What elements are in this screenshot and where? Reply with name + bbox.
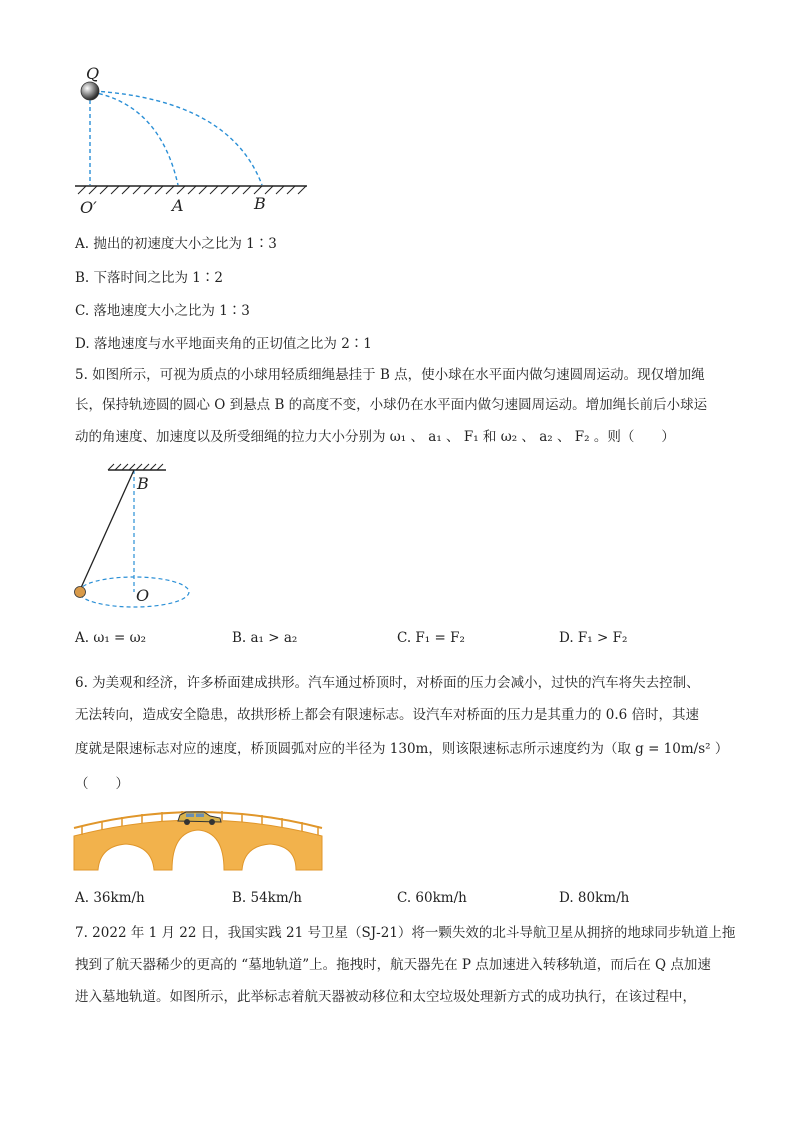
q6-option-c: C. 60km/h: [397, 890, 467, 906]
q7-text-line1: 7. 2022 年 1 月 22 日，我国实践 21 号卫星（SJ-21）将一颗失效的北斗导航卫星从拥挤的地球同步轨道上拖: [75, 925, 736, 941]
bridge-body: [74, 820, 322, 870]
q5-text-line1: 5. 如图所示，可视为质点的小球用轻质细绳悬挂于 B 点，使小球在水平面内做匀速圆周运动。现仅增加绳: [75, 367, 705, 383]
q4-option-d: D. 落地速度与水平地面夹角的正切值之比为 2∶1: [75, 336, 372, 352]
q6-text-line2: 无法转向，造成安全隐患，故拱形桥上都会有限速标志。设汽车对桥面的压力是其重力的 0.6 倍时，其速: [75, 707, 700, 723]
q4-option-b: B. 下落时间之比为 1∶2: [75, 270, 223, 286]
ceiling-hatch: [108, 464, 163, 470]
arch-bridge-figure: [74, 806, 322, 874]
q7-text-line2: 拽到了航天器稀少的更高的 “墓地轨道”上。拖拽时，航天器先在 P 点加速进入转移轨道，而后在 Q 点加速: [75, 957, 711, 973]
label-B-pendulum: B: [137, 474, 149, 493]
q6-text-line4: （ ）: [75, 776, 129, 792]
q5-option-c: C. F₁ = F₂: [397, 630, 465, 646]
label-B: B: [254, 194, 266, 213]
projectile-figure: [70, 70, 320, 200]
q6-text-line1: 6. 为美观和经济，许多桥面建成拱形。汽车通过桥顶时，对桥面的压力会减小，过快的汽车将失去控制、: [75, 675, 700, 691]
q5-option-d: D. F₁ > F₂: [559, 630, 628, 646]
ground-hatch: [78, 186, 306, 194]
q4-option-c: C. 落地速度大小之比为 1∶3: [75, 303, 250, 319]
q7-text-line3: 进入墓地轨道。如图所示，此举标志着航天器被动移位和太空垃圾处理新方式的成功执行，在该过程中，: [75, 989, 696, 1005]
q5-option-b: B. a₁ > a₂: [232, 630, 298, 646]
q6-text-line3: 度就是限速标志对应的速度，桥顶圆弧对应的半径为 130m，则该限速标志所示速度约为（取 g = 10m/s² ）: [75, 741, 729, 757]
label-O-prime: O′: [80, 198, 97, 217]
q6-option-a: A. 36km/h: [75, 890, 145, 906]
string: [80, 470, 134, 590]
q5-text-line3: 动的角速度、加速度以及所受细绳的拉力大小分别为 ω₁ 、 a₁ 、 F₁ 和 ω₂ 、 a₂ 、 F₂ 。则（ ）: [75, 429, 675, 445]
q6-option-d: D. 80km/h: [559, 890, 630, 906]
trajectory-to-B: [94, 91, 262, 185]
label-O-pendulum: O: [136, 586, 150, 605]
q4-option-a: A. 抛出的初速度大小之比为 1∶3: [75, 236, 277, 252]
ball: [81, 82, 99, 100]
q5-option-a: A. ω₁ = ω₂: [75, 630, 147, 646]
trajectory-to-A: [92, 92, 178, 185]
label-A: A: [172, 196, 184, 215]
q6-option-b: B. 54km/h: [232, 890, 302, 906]
pendulum-ball: [75, 587, 86, 598]
label-Q: Q: [86, 64, 100, 83]
conical-pendulum-figure: [70, 462, 200, 612]
q5-text-line2: 长，保持轨迹圆的圆心 O 到悬点 B 的高度不变，小球仍在水平面内做匀速圆周运动。增加绳长前后小球运: [75, 397, 708, 413]
